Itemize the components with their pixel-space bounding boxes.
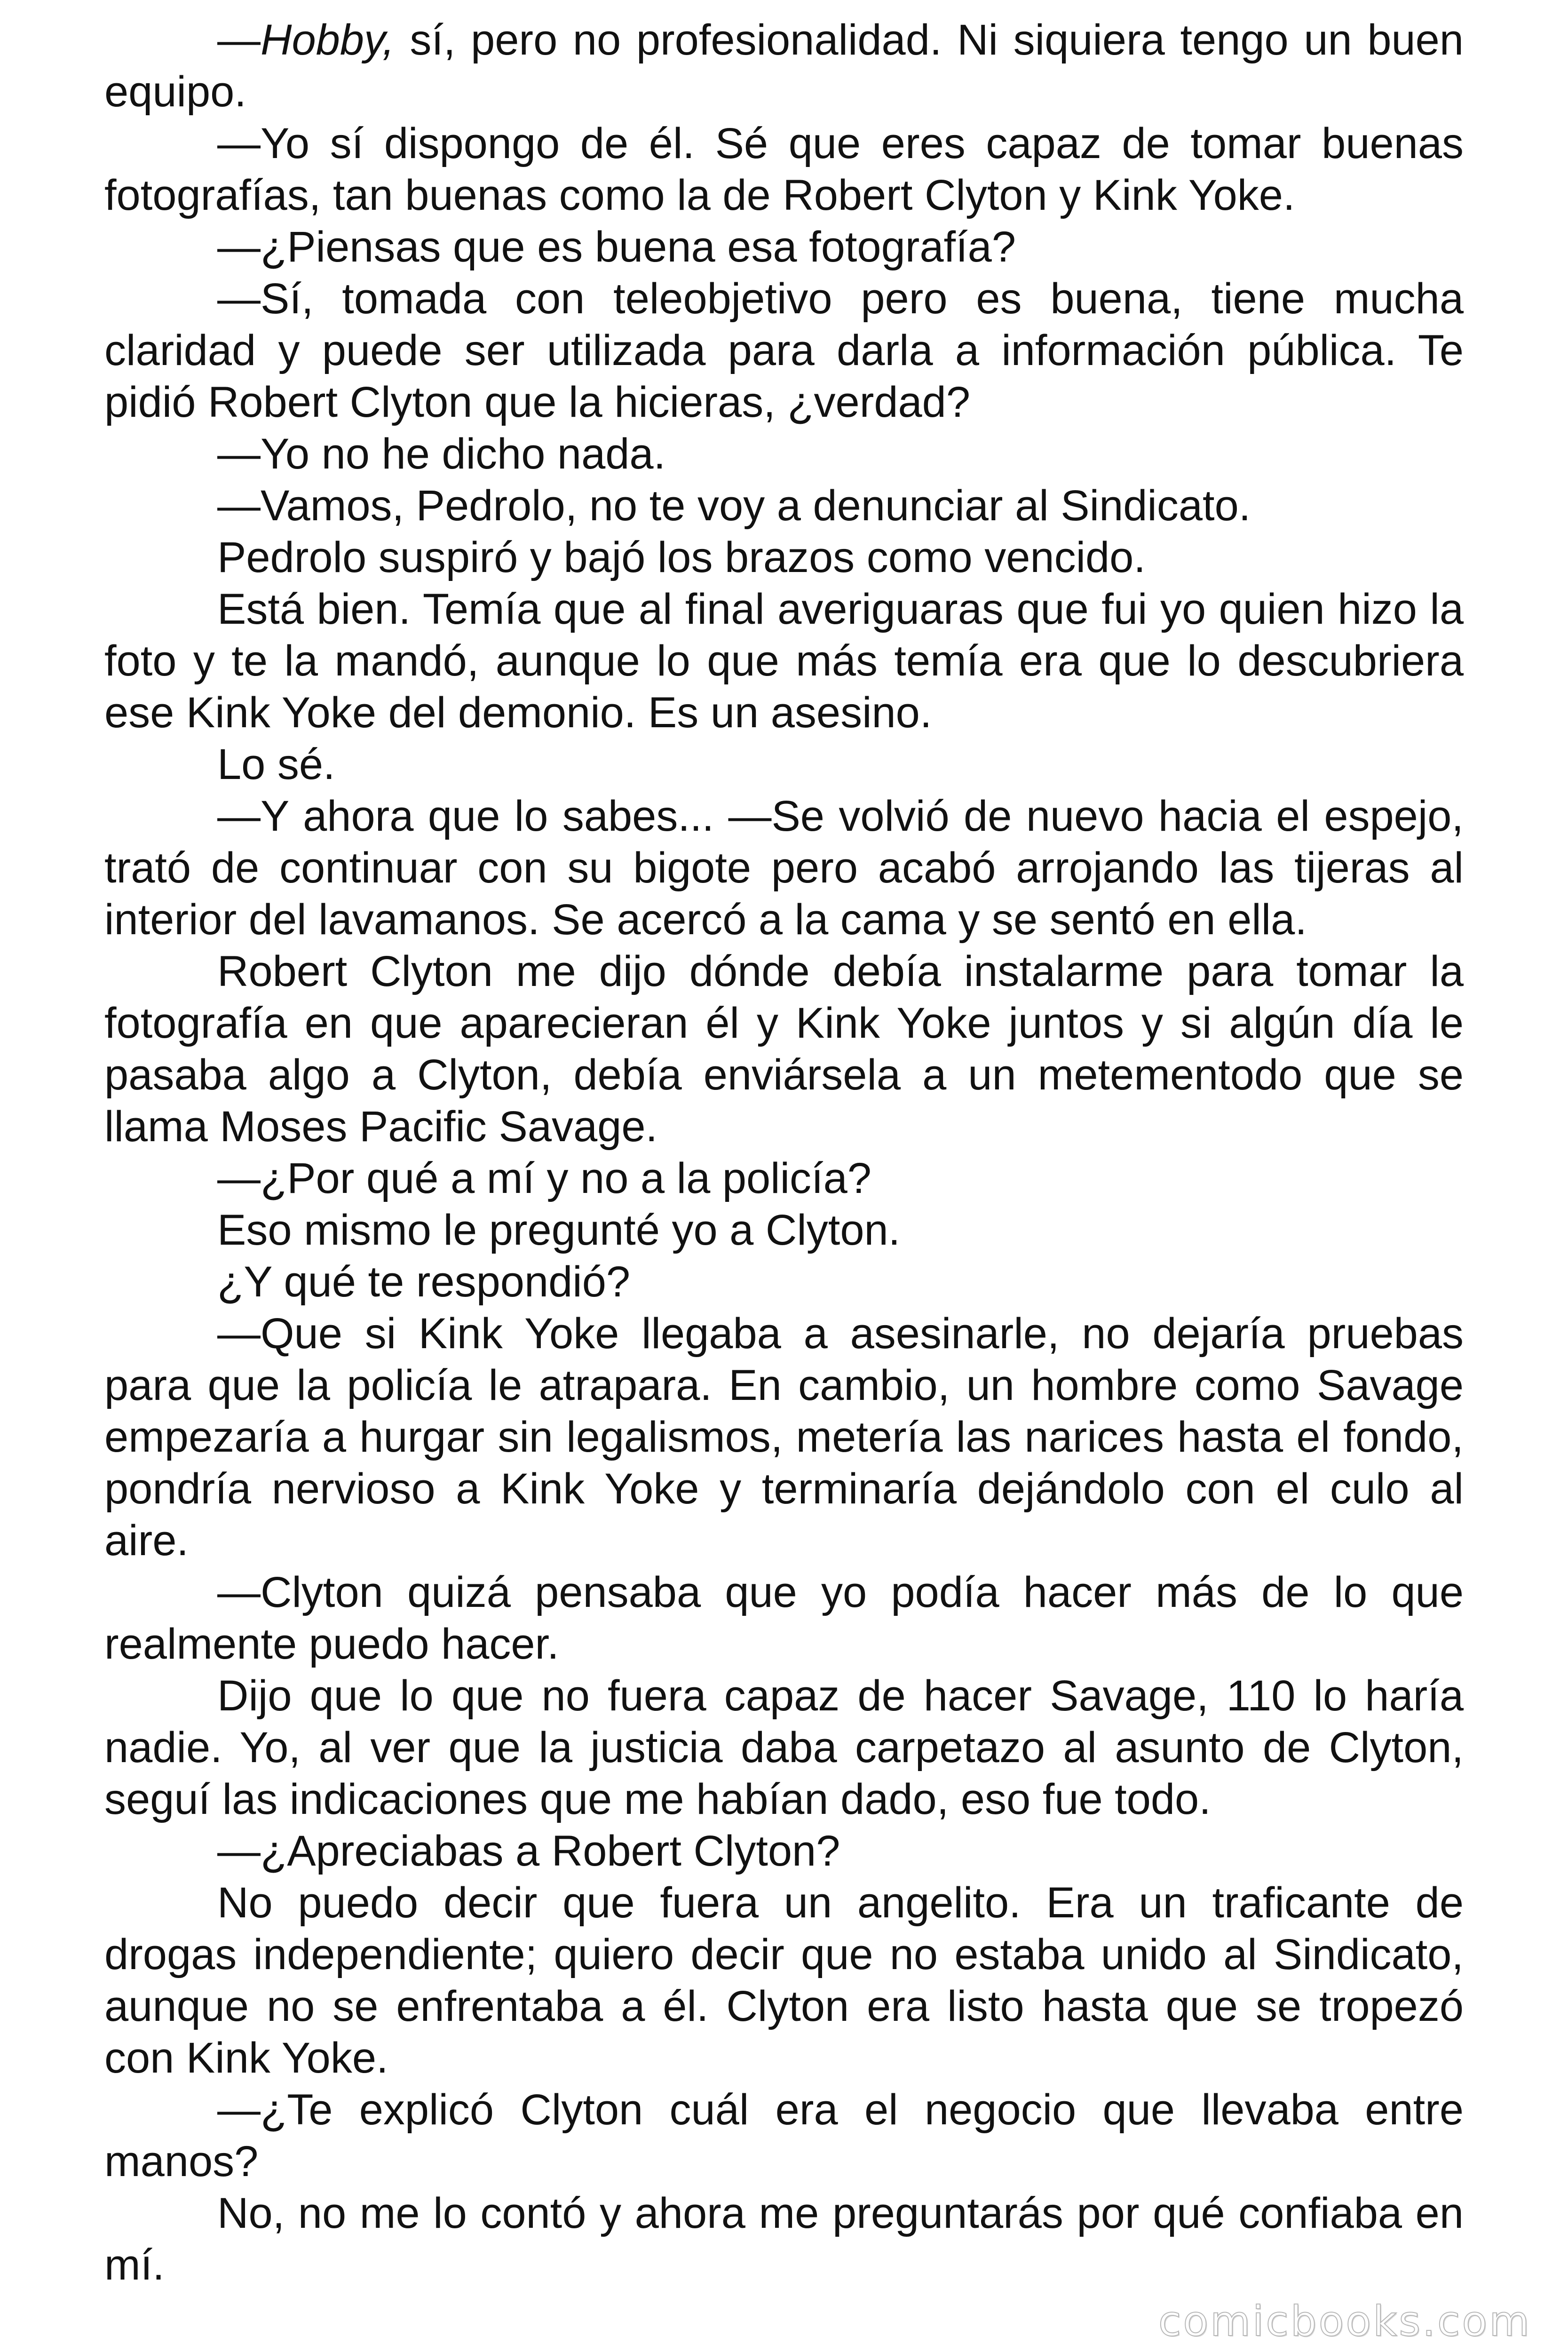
paragraph: No puedo decir que fuera un angelito. Era un traficante de drogas independiente; quiero decir que no estaba unido al Sindicato, aunque no se enfrentaba a él. Clyton era listo hasta que se tropezó con Kink Yoke.	[104, 1879, 1464, 2082]
paragraph: —Y ahora que lo sabes... —Se volvió de nuevo hacia el espejo, trató de continuar con su bigote pero acabó arrojando las tijeras al interior del lavamanos. Se acercó a la cama y se sentó en ella.	[104, 792, 1464, 944]
paragraph: Pedrolo suspiró y bajó los brazos como vencido.	[217, 533, 1146, 581]
paragraph: No, no me lo contó y ahora me preguntarás por qué confiaba en mí.	[104, 2189, 1464, 2289]
paragraph: Eso mismo le pregunté yo a Clyton.	[217, 1206, 901, 1254]
paragraph: —Sí, tomada con teleobjetivo pero es buena, tiene mucha claridad y puede ser utilizada para darla a información pública. Te pidió Robert Clyton que la hicieras, ¿verdad?	[104, 275, 1464, 426]
dash: —	[217, 16, 261, 64]
paragraph: Lo sé.	[217, 740, 335, 788]
italic-word: Hobby,	[261, 16, 395, 64]
paragraph: Dijo que lo que no fuera capaz de hacer Savage, 110 lo haría nadie. Yo, al ver que la justicia daba carpetazo al asunto de Clyton, seguí las indicaciones que me habían dado, eso fue todo.	[104, 1672, 1464, 1823]
paragraph: —Clyton quizá pensaba que yo podía hacer más de lo que realmente puedo hacer.	[104, 1568, 1464, 1668]
paragraph-text: sí, pero no profesionalidad. Ni siquiera tengo un buen equipo.	[104, 16, 1464, 116]
paragraph: —Yo no he dicho nada.	[217, 430, 666, 478]
paragraph: —Vamos, Pedrolo, no te voy a denunciar al Sindicato.	[217, 482, 1251, 530]
paragraph: Robert Clyton me dijo dónde debía instalarme para tomar la fotografía en que aparecieran él y Kink Yoke juntos y si algún día le pasaba algo a Clyton, debía enviársela a un metementodo que se llama Moses Pacific Savage.	[104, 947, 1464, 1151]
paragraph: —Yo sí dispongo de él. Sé que eres capaz de tomar buenas fotografías, tan buenas como la de Robert Clyton y Kink Yoke.	[104, 119, 1464, 219]
watermark: comicbooks.com	[1158, 2297, 1531, 2345]
paragraph	[104, 14, 1464, 118]
paragraph: —Que si Kink Yoke llegaba a asesinarle, no dejaría pruebas para que la policía le atrapara. En cambio, un hombre como Savage empezaría a hurgar sin legalismos, metería las narices hasta el fondo, pondría nervioso a Kink Yoke y terminaría dejándolo con el culo al aire.	[104, 1310, 1464, 1565]
paragraph: —¿Por qué a mí y no a la policía?	[217, 1154, 871, 1202]
paragraph: —¿Te explicó Clyton cuál era el negocio que llevaba entre manos?	[104, 2086, 1464, 2185]
paragraph: Está bien. Temía que al final averiguaras que fui yo quien hizo la foto y te la mandó, aunque lo que más temía era que lo descubriera ese Kink Yoke del demonio. Es un asesino.	[104, 585, 1464, 737]
paragraph: —¿Apreciabas a Robert Clyton?	[217, 1827, 840, 1875]
page-text	[104, 14, 1464, 2291]
paragraph: ¿Y qué te respondió?	[217, 1258, 631, 1306]
paragraph: —¿Piensas que es buena esa fotografía?	[217, 223, 1016, 271]
